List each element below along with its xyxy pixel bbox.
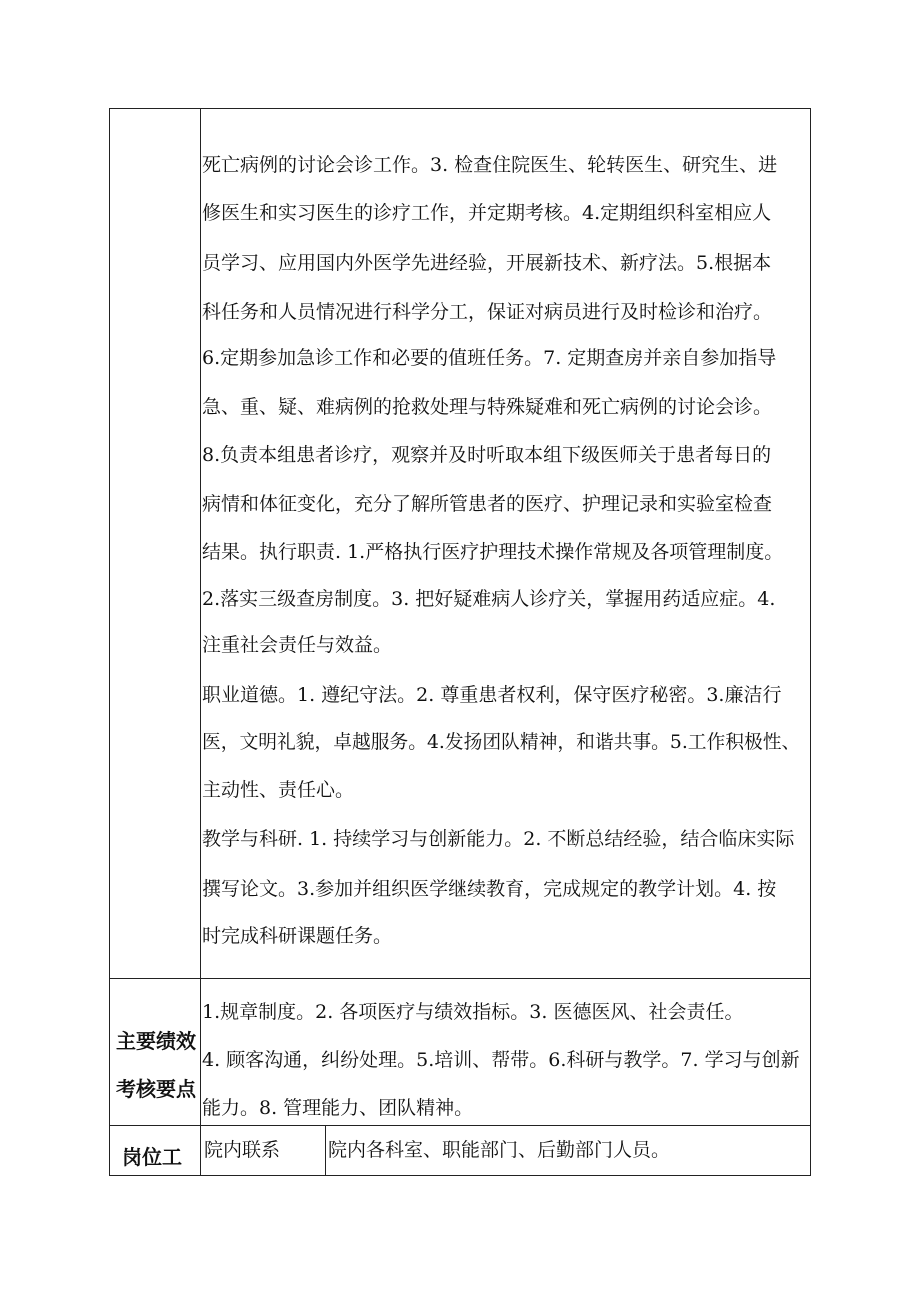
table-border-left bbox=[109, 108, 110, 1176]
duties-line: 员学习、应用国内外医学先进经验，开展新技术、新疗法。5.根据本 bbox=[202, 252, 772, 274]
duties-line: 病情和体征变化，充分了解所管患者的医疗、护理记录和实验室检查 bbox=[202, 493, 773, 515]
table-column-divider bbox=[200, 108, 201, 1176]
kpi-line: 能力。8. 管理能力、团队精神。 bbox=[202, 1097, 474, 1119]
duties-line: 教学与科研. 1. 持续学习与创新能力。2. 不断总结经验，结合临床实际 bbox=[202, 828, 795, 850]
relations-column-divider bbox=[325, 1125, 326, 1176]
table-border-right bbox=[810, 108, 811, 1176]
duties-line: 6.定期参加急诊工作和必要的值班任务。7. 定期查房并亲自参加指导 bbox=[202, 347, 777, 369]
kpi-label-line1: 主要绩效 bbox=[116, 1029, 196, 1053]
duties-line: 急、重、疑、难病例的抢救处理与特殊疑难和死亡病例的讨论会诊。 bbox=[202, 396, 773, 418]
duties-line: 2.落实三级查房制度。3. 把好疑难病人诊疗关，掌握用药适应症。4. bbox=[202, 588, 776, 610]
relations-type: 院内联系 bbox=[204, 1139, 281, 1161]
table-border-top bbox=[109, 108, 811, 109]
duties-line: 死亡病例的讨论会诊工作。3. 检查住院医生、轮转医生、研究生、进 bbox=[202, 154, 778, 176]
duties-line: 主动性、责任心。 bbox=[202, 779, 355, 801]
duties-line: 8.负责本组患者诊疗，观察并及时听取本组下级医师关于患者每日的 bbox=[202, 444, 772, 466]
duties-line: 医，文明礼貌，卓越服务。4.发扬团队精神，和谐共事。5.工作积极性、 bbox=[202, 732, 801, 753]
duties-line: 结果。执行职责. 1.严格执行医疗护理技术操作常规及各项管理制度。 bbox=[202, 541, 784, 563]
relations-value: 院内各科室、职能部门、后勤部门人员。 bbox=[328, 1139, 671, 1161]
table-row-divider-1 bbox=[109, 978, 811, 979]
table-border-bottom bbox=[109, 1175, 811, 1176]
duties-line: 注重社会责任与效益。 bbox=[202, 634, 393, 656]
kpi-label-line2: 考核要点 bbox=[116, 1077, 196, 1101]
table-row-divider-2 bbox=[109, 1125, 811, 1126]
duties-line: 撰写论文。3.参加并组织医学继续教育，完成规定的教学计划。4. 按 bbox=[202, 878, 777, 900]
relations-label: 岗位工 bbox=[122, 1145, 182, 1169]
kpi-line: 1.规章制度。2. 各项医疗与绩效指标。3. 医德医风、社会责任。 bbox=[202, 1001, 744, 1023]
duties-line: 时完成科研课题任务。 bbox=[202, 925, 393, 947]
duties-line: 科任务和人员情况进行科学分工，保证对病员进行及时检诊和治疗。 bbox=[202, 301, 773, 323]
kpi-line: 4. 顾客沟通，纠纷处理。5.培训、帮带。6.科研与教学。7. 学习与创新 bbox=[202, 1049, 800, 1071]
duties-line: 修医生和实习医生的诊疗工作，并定期考核。4.定期组织科室相应人 bbox=[202, 202, 772, 224]
duties-line: 职业道德。1. 遵纪守法。2. 尊重患者权利，保守医疗秘密。3.廉洁行 bbox=[202, 684, 782, 706]
